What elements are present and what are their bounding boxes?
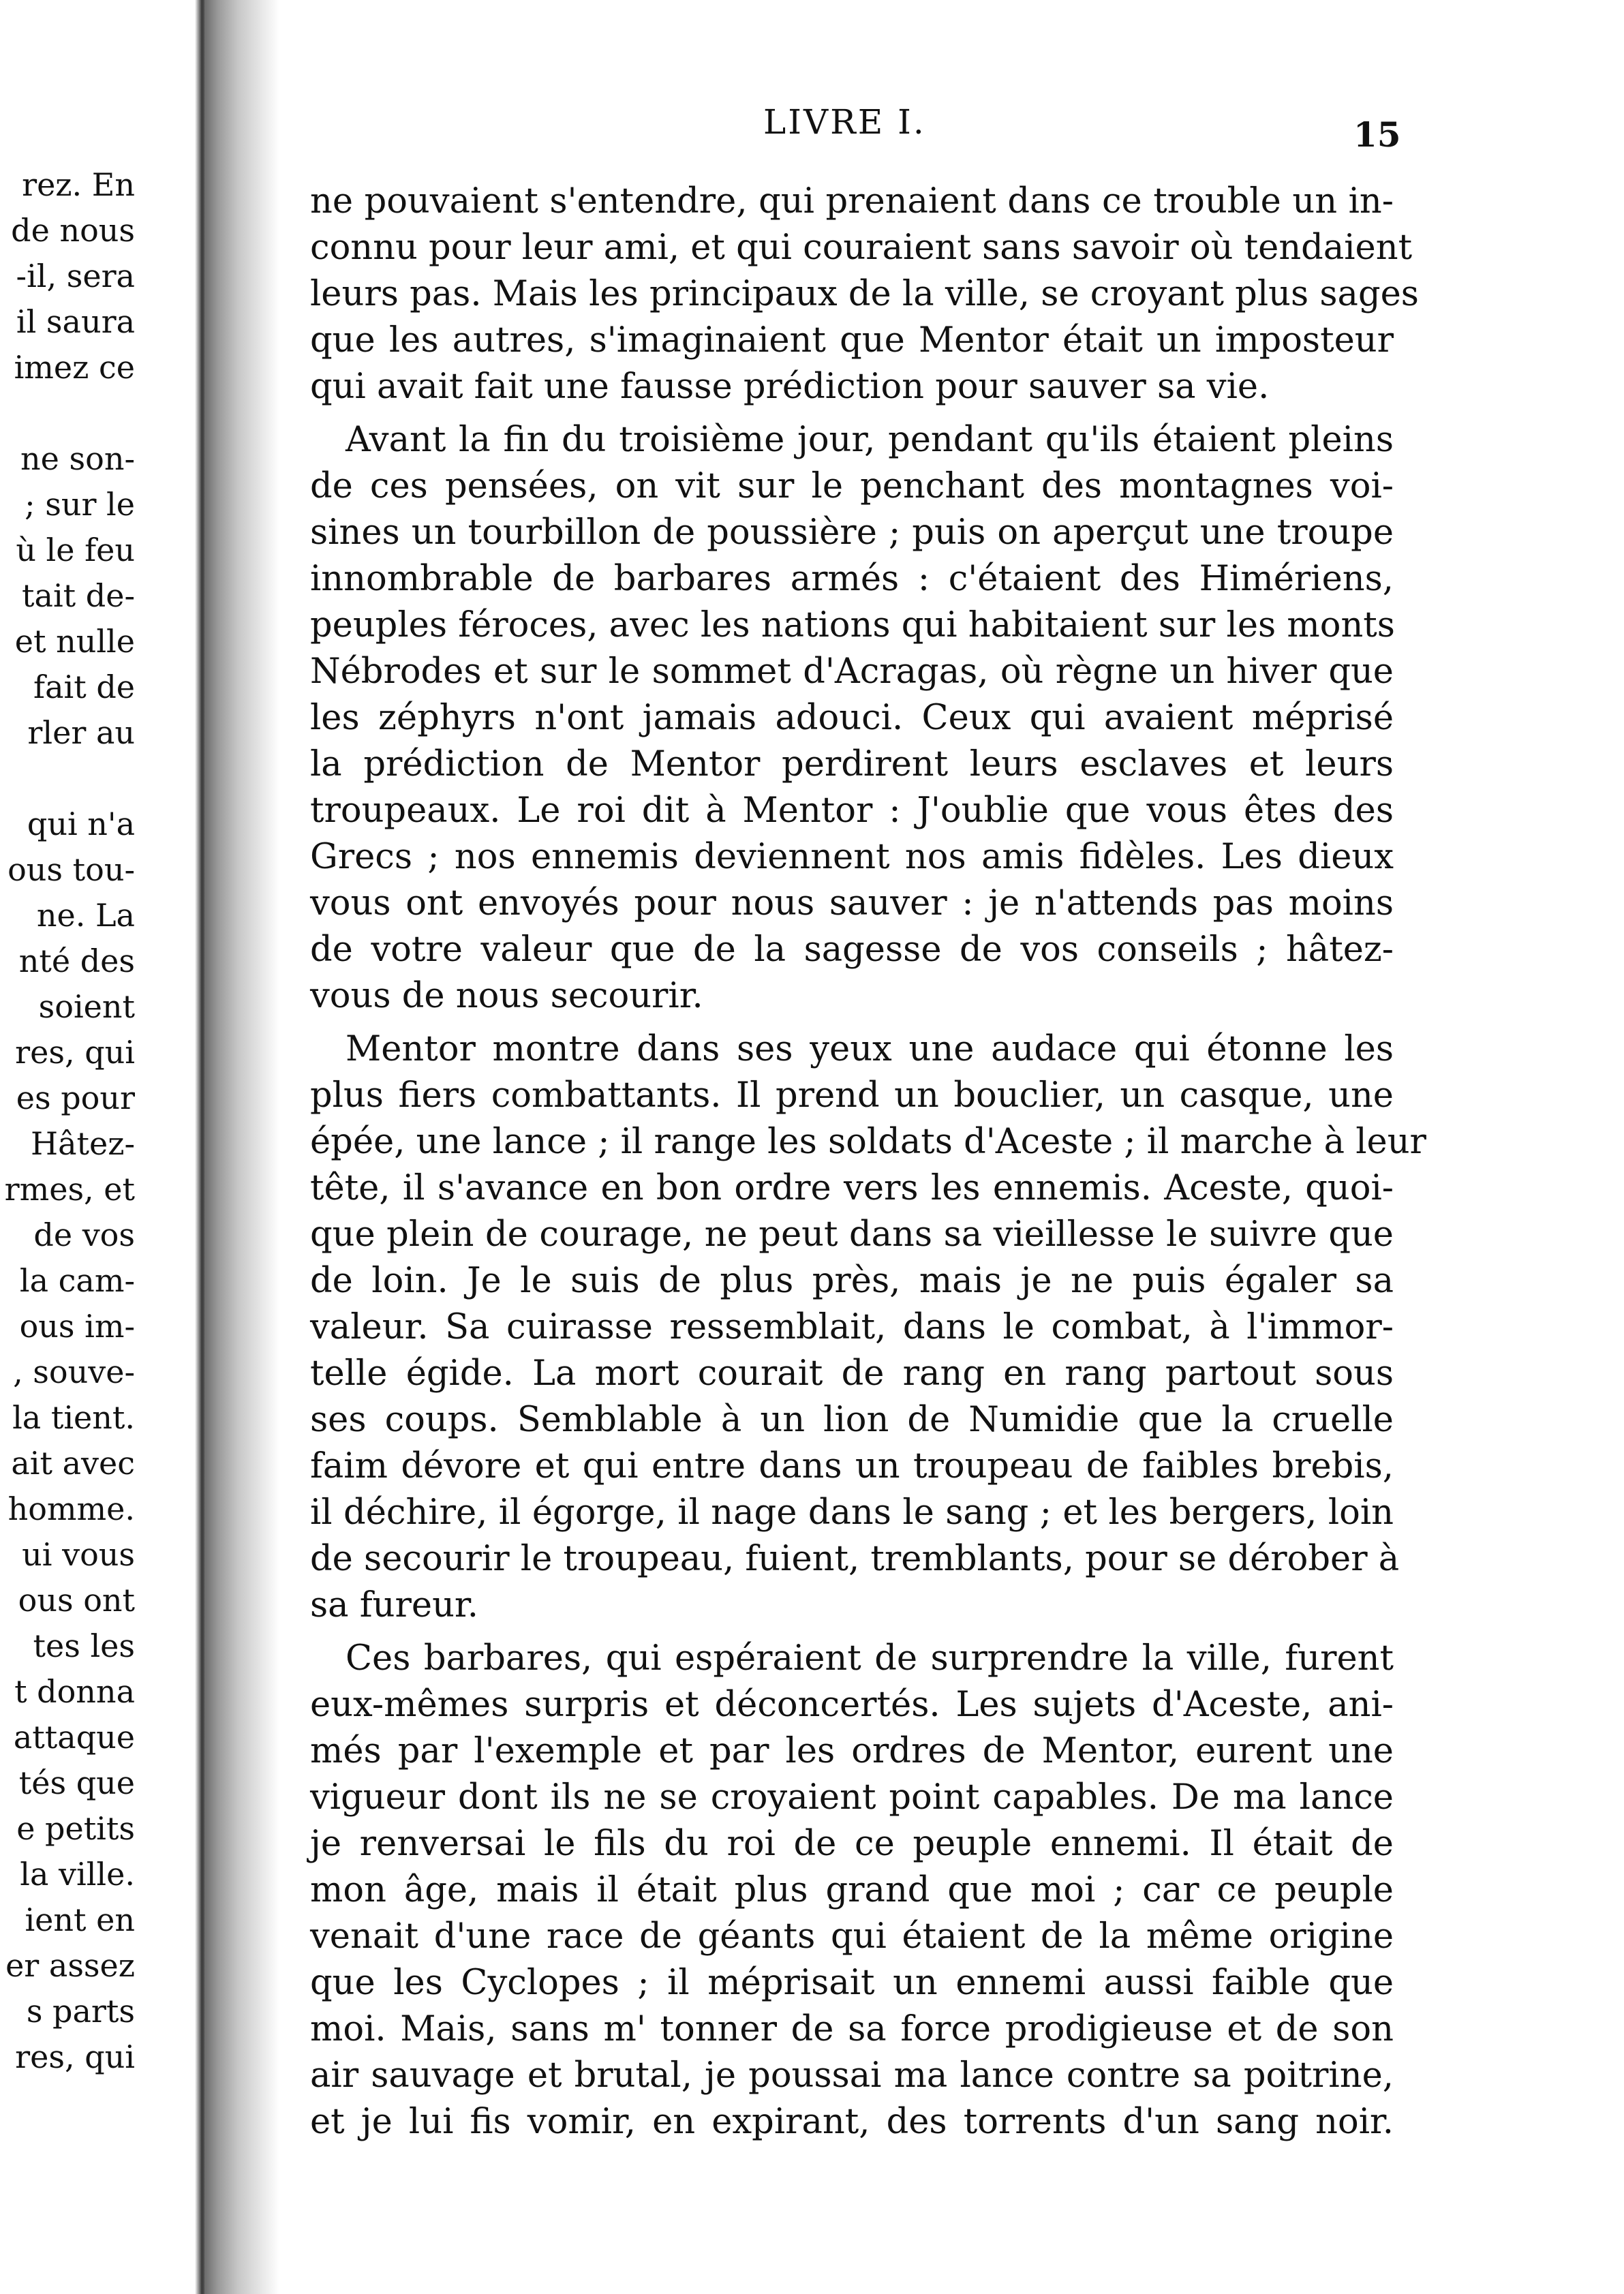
left-page-line: s parts bbox=[26, 1993, 135, 2030]
left-page-line bbox=[5, 391, 135, 436]
text-line: vigueur dont ils ne se croyaient point capables. De ma lance bbox=[310, 1777, 1394, 1818]
left-page-line: imez ce bbox=[14, 349, 135, 386]
text-line: air sauvage et brutal, je poussai ma lance contre sa poitrine, bbox=[310, 2055, 1394, 2096]
left-page-line: -il, sera bbox=[16, 258, 135, 294]
text-line: il déchire, il égorge, il nage dans le sang ; et les bergers, loin bbox=[310, 1493, 1394, 1533]
text-line: plus fiers combattants. Il prend un bouclier, un casque, une bbox=[310, 1075, 1394, 1116]
left-page-line: rmes, et bbox=[4, 1171, 135, 1208]
page-number: 15 bbox=[1353, 114, 1401, 155]
text-line: telle égide. La mort courait de rang en rang partout sous bbox=[310, 1354, 1394, 1394]
left-page-line: la tient. bbox=[12, 1399, 135, 1436]
text-line: Grecs ; nos ennemis deviennent nos amis fidèles. Les dieux bbox=[310, 837, 1394, 877]
left-page-line: ne son- bbox=[20, 440, 135, 477]
text-line: de loin. Je le suis de plus près, mais je ne puis égaler sa bbox=[310, 1261, 1394, 1301]
left-page-line: Hâtez- bbox=[30, 1125, 135, 1162]
left-page-line: ne. La bbox=[36, 897, 135, 934]
left-page-line: la cam- bbox=[19, 1262, 135, 1299]
text-line: moi. Mais, sans m' tonner de sa force prodigieuse et de son bbox=[310, 2009, 1394, 2049]
left-page-line: il saura bbox=[16, 303, 135, 340]
text-line: sines un tourbillon de poussière ; puis on aperçut une troupe bbox=[310, 513, 1394, 553]
text-line: valeur. Sa cuirasse ressemblait, dans le combat, à l'immor- bbox=[310, 1307, 1394, 1347]
left-page-line: ui vous bbox=[22, 1536, 135, 1573]
text-line: Mentor montre dans ses yeux une audace qui étonne les bbox=[346, 1029, 1394, 1069]
text-line: vous de nous secourir. bbox=[310, 976, 703, 1016]
left-page-line: de vos bbox=[33, 1217, 135, 1253]
left-page-line: fait de bbox=[33, 669, 135, 705]
left-page-line: res, qui bbox=[15, 1034, 135, 1071]
text-line: qui avait fait une fausse prédiction pour sauver sa vie. bbox=[310, 367, 1270, 407]
left-page-line: soient bbox=[38, 988, 135, 1025]
running-head: LIVRE I. bbox=[763, 102, 926, 142]
left-page-line: nté des bbox=[18, 943, 135, 979]
left-page-line: rler au bbox=[27, 714, 135, 751]
left-page-line: ; sur le bbox=[25, 486, 135, 523]
left-page-line: , souve- bbox=[13, 1354, 135, 1390]
left-facing-page bbox=[0, 0, 198, 2294]
text-line: que les autres, s'imaginaient que Mentor était un imposteur bbox=[310, 320, 1394, 361]
text-line: eux-mêmes surpris et déconcertés. Les sujets d'Aceste, ani- bbox=[310, 1685, 1394, 1725]
text-line: de ces pensées, on vit sur le penchant des montagnes voi- bbox=[310, 466, 1394, 506]
text-line: ne pouvaient s'entendre, qui prenaient dans ce trouble un in- bbox=[310, 181, 1394, 221]
text-line: leurs pas. Mais les principaux de la ville, se croyant plus sages bbox=[310, 274, 1419, 314]
text-line: les zéphyrs n'ont jamais adouci. Ceux qui avaient méprisé bbox=[310, 698, 1394, 738]
left-page-line: et nulle bbox=[14, 623, 135, 660]
left-page-line: tes les bbox=[33, 1627, 135, 1664]
left-page-text bbox=[5, 162, 135, 2080]
left-page-line: ous im- bbox=[19, 1308, 135, 1345]
book-gutter bbox=[204, 0, 279, 2294]
left-page-line: qui n'a bbox=[27, 806, 135, 842]
left-page-line: res, qui bbox=[15, 2038, 135, 2075]
text-line: tête, il s'avance en bon ordre vers les ennemis. Aceste, quoi- bbox=[310, 1168, 1394, 1208]
left-page-line bbox=[5, 756, 135, 801]
text-line: de votre valeur que de la sagesse de vos conseils ; hâtez- bbox=[310, 930, 1394, 970]
text-line: ses coups. Semblable à un lion de Numidie que la cruelle bbox=[310, 1400, 1394, 1440]
left-page-line: tés que bbox=[18, 1764, 135, 1801]
left-page-line: ous tou- bbox=[7, 851, 135, 888]
page-body bbox=[310, 179, 1426, 2152]
text-line: Nébrodes et sur le sommet d'Acragas, où règne un hiver que bbox=[310, 652, 1394, 692]
text-line: épée, une lance ; il range les soldats d'Aceste ; il marche à leur bbox=[310, 1122, 1426, 1162]
paragraph bbox=[310, 1636, 1394, 2145]
left-page-line: la ville. bbox=[20, 1856, 135, 1893]
left-page-line: ù le feu bbox=[16, 532, 135, 568]
text-line: vous ont envoyés pour nous sauver : je n'attends pas moins bbox=[310, 883, 1394, 923]
text-line: sa fureur. bbox=[310, 1585, 478, 1625]
left-page-line: ait avec bbox=[11, 1445, 135, 1482]
text-line: que plein de courage, ne peut dans sa vieillesse le suivre que bbox=[310, 1214, 1394, 1255]
left-page-line: es pour bbox=[16, 1080, 135, 1116]
text-line: la prédiction de Mentor perdirent leurs esclaves et leurs bbox=[310, 744, 1394, 784]
text-line: innombrable de barbares armés : c'étaient des Himériens, bbox=[310, 559, 1394, 599]
text-line: més par l'exemple et par les ordres de Mentor, eurent une bbox=[310, 1731, 1394, 1771]
text-line: Avant la fin du troisième jour, pendant qu'ils étaient pleins bbox=[346, 420, 1394, 460]
text-line: et je lui fis vomir, en expirant, des torrents d'un sang noir. bbox=[310, 2102, 1394, 2142]
left-page-line: ient en bbox=[25, 1901, 135, 1938]
left-page-line: tait de- bbox=[22, 577, 135, 614]
text-line: peuples féroces, avec les nations qui habitaient sur les monts bbox=[310, 605, 1395, 645]
left-page-line: de nous bbox=[11, 212, 135, 249]
left-page-line: ous ont bbox=[18, 1582, 135, 1619]
text-line: venait d'une race de géants qui étaient de la même origine bbox=[310, 1916, 1394, 1957]
text-line: faim dévore et qui entre dans un troupeau de faibles brebis, bbox=[310, 1446, 1394, 1486]
text-line: de secourir le troupeau, fuient, tremblants, pour se dérober à bbox=[310, 1539, 1400, 1579]
left-page-line: e petits bbox=[16, 1810, 135, 1847]
paragraph bbox=[310, 179, 1419, 410]
left-page-line: t donna bbox=[14, 1673, 135, 1710]
paragraph bbox=[310, 417, 1394, 1020]
text-line: connu pour leur ami, et qui couraient sans savoir où tendaient bbox=[310, 228, 1413, 268]
text-line: Ces barbares, qui espéraient de surprendre la ville, furent bbox=[346, 1638, 1394, 1679]
text-line: je renversai le fils du roi de ce peuple ennemi. Il était de bbox=[310, 1824, 1394, 1864]
left-page-line: homme. bbox=[7, 1490, 135, 1527]
text-line: troupeaux. Le roi dit à Mentor : J'oublie que vous êtes des bbox=[310, 791, 1394, 831]
paragraph bbox=[310, 1026, 1426, 1629]
text-line: que les Cyclopes ; il méprisait un ennemi aussi faible que bbox=[310, 1963, 1394, 2003]
left-page-line: attaque bbox=[13, 1719, 135, 1756]
text-line: mon âge, mais il était plus grand que moi ; car ce peuple bbox=[310, 1870, 1394, 1910]
left-page-line: er assez bbox=[5, 1947, 135, 1984]
left-page-line: rez. En bbox=[22, 166, 135, 203]
